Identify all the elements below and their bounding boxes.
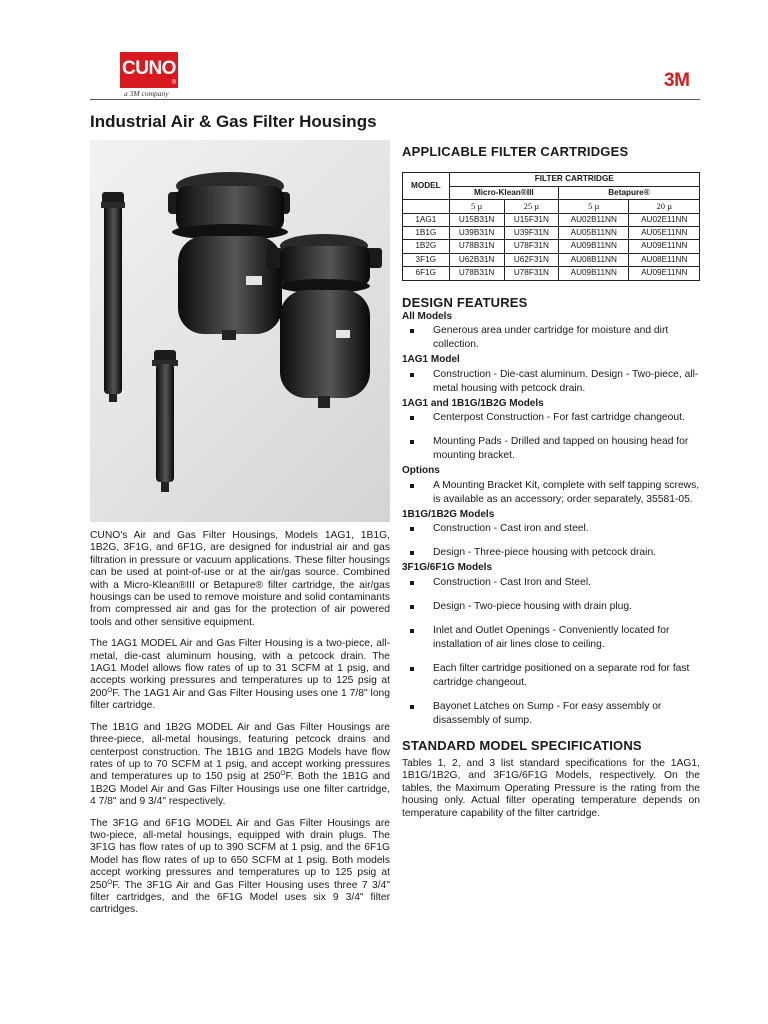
list-item: Each filter cartridge positioned on a separate rod for fast cartridge changeout. — [402, 662, 700, 690]
group-title: Options — [402, 465, 440, 477]
bullet-icon — [410, 484, 414, 488]
table-cell: U78F31N — [504, 267, 558, 280]
feature-list — [402, 522, 700, 560]
table-cell: AU09B11NN — [559, 240, 629, 253]
table-cell: U78B31N — [449, 240, 504, 253]
table-cell: AU08E11NN — [629, 253, 700, 266]
table-cell: AU09B11NN — [559, 267, 629, 280]
table-row — [403, 213, 700, 226]
product-photo — [90, 140, 390, 522]
table-cell: 1B2G — [403, 240, 450, 253]
left-column — [90, 530, 390, 926]
degree-mark: O — [280, 770, 286, 778]
table-cell: AU09E11NN — [629, 267, 700, 280]
page-title: Industrial Air & Gas Filter Housings — [90, 112, 377, 131]
specs-paragraph: Tables 1, 2, and 3 list standard specifications for the 1AG1, 1B1G/1B2G, and 3F1G/6F1G Models, respectively. On the tables, the Maximum Operating Pressure is the rating from the housing only. Actual filter operating temperature depends on temperature capability of the filter cartridge. — [402, 757, 700, 819]
table-cell: U39B31N — [449, 227, 504, 240]
feature-list — [402, 368, 700, 396]
model-3f1g-6f1g-paragraph: The 3F1G and 6F1G MODEL Air and Gas Filter Housings are two-piece, all-metal housings, equipped with drain plugs. The 3F1G has flow rates of up to 390 SCFM at 1 psig, and the 6F1G Model has flow rates of up to 650 SCFM at 1 psig. Both models accept working pressures and temperatures up to 125 psig at $250^OF$. The 3F1G Air and Gas Filter Housing uses three 7 3/4" filter cartridges, and the 6F1G Model uses six 9 3/4" filter cartridges. — [90, 817, 390, 916]
bullet-icon — [410, 581, 414, 585]
feature-list — [402, 324, 700, 352]
cuno-logo — [120, 52, 178, 88]
intro-paragraph: CUNO's Air and Gas Filter Housings, Models 1AG1, 1B1G, 1B2G, 3F1G, and 6F1G, are designed for industrial air and gas filtration in pressure or vacuum applications. These filter housings can be used at point-of-use or at the air/gas source. Combined with a Micro-Klean®III or Betapure® filter cartridge, the air/gas housings can be used to remove moisture and solid contaminants from compressed air and gas for the protection of air powered tools and other sensitive equipment. — [90, 530, 390, 628]
bullet-icon — [410, 440, 414, 444]
group-title: 1AG1 Model — [402, 354, 460, 366]
list-item: Centerpost Construction - For fast cartridge changeout. — [402, 411, 700, 425]
bullet-icon — [410, 629, 414, 633]
bullet-icon — [410, 329, 414, 333]
bullet-icon — [410, 605, 414, 609]
bullet-icon — [410, 373, 414, 377]
empty-cell — [403, 200, 450, 213]
table-cell: 1B1G — [403, 227, 450, 240]
table-cell: U62F31N — [504, 253, 558, 266]
brand-microklean-header: Micro-Klean®III — [449, 186, 558, 199]
table-row — [403, 253, 700, 266]
list-item: Construction - Cast iron and steel. — [402, 522, 700, 536]
tall-housing — [101, 192, 125, 402]
feature-list — [402, 576, 700, 728]
group-title: All Models — [402, 311, 453, 323]
degree-mark: O — [107, 686, 113, 694]
table-row — [403, 240, 700, 253]
list-item: Construction - Die-cast aluminum. Design - Two-piece, all-metal housing with petcock drain. — [402, 368, 700, 396]
group-title: 1AG1 and 1B1G/1B2G Models — [402, 397, 544, 409]
list-item: Bayonet Latches on Sump - For easy assembly or disassembly of sump. — [402, 700, 700, 728]
list-item: Design - Two-piece housing with drain plug. — [402, 600, 700, 614]
table-cell: 6F1G — [403, 267, 450, 280]
micron-header: 5 µ — [449, 200, 504, 213]
brand-tagline: a 3M company — [124, 89, 169, 98]
degree-mark: O — [107, 878, 113, 886]
brand-betapure-header: Betapure® — [559, 186, 700, 199]
table-cell: AU05B11NN — [559, 227, 629, 240]
group-title: 3F1G/6F1G Models — [402, 562, 493, 574]
table-cell: 3F1G — [403, 253, 450, 266]
table-cell: AU09E11NN — [629, 240, 700, 253]
specs-heading: STANDARD MODEL SPECIFICATIONS — [402, 737, 642, 753]
micron-header: 5 µ — [559, 200, 629, 213]
table-row — [403, 227, 700, 240]
right-column — [402, 146, 700, 820]
3m-logo: 3M — [664, 70, 690, 91]
table-cell: U78F31N — [504, 240, 558, 253]
bullet-icon — [410, 551, 414, 555]
filter-housings-illustration — [90, 140, 390, 522]
col-cartridge-header: FILTER CARTRIDGE — [449, 173, 699, 186]
bullet-icon — [410, 416, 414, 420]
model-1ag1-paragraph: The 1AG1 MODEL Air and Gas Filter Housing is a two-piece, all-metal, die-cast aluminum housing, with a petcock drain. The 1AG1 Model allows flow rates of up to 31 SCFM at 1 psig, and accepts working pressures and temperatures up to 125 psig at $200^OF$. The 1AG1 Air and Gas Filter Housing uses one 1 7/8" long filter cartridge. — [90, 638, 390, 712]
feature-list — [402, 479, 700, 507]
list-item: A Mounting Bracket Kit, complete with self tapping screws, is available as an accessory; order separately, 35581-05. — [402, 479, 700, 507]
list-item: Design - Three-piece housing with petcock drain. — [402, 546, 700, 560]
cartridge-table — [402, 172, 700, 280]
table-cell: U78B31N — [449, 267, 504, 280]
cuno-logo-text: CUNO — [122, 58, 176, 79]
list-item: Generous area under cartridge for moisture and dirt collection. — [402, 324, 700, 352]
table-cell: AU05E11NN — [629, 227, 700, 240]
table-cell: AU08B11NN — [559, 253, 629, 266]
model-1b1g-1b2g-paragraph: The 1B1G and 1B2G MODEL Air and Gas Filter Housings are three-piece, all-metal housings, featuring petcock drains and centerpost construction. The 1B1G and 1B2G Models have flow rates of up to 70 SCFM at 1 psig, and accept working pressures and temperatures up to 150 psig at $250^OF$. Both the 1B1G and 1B2G Model Air and Gas Filter Housings use one filter cartridge, 4 7/8" and 9 3/4" respectively. — [90, 721, 390, 808]
header-divider — [90, 99, 700, 100]
col-model-header: MODEL — [403, 173, 450, 200]
registered-mark-icon: ® — [171, 80, 176, 86]
table-cell: U62B31N — [449, 253, 504, 266]
table-cell: AU02E11NN — [629, 213, 700, 226]
list-item: Mounting Pads - Drilled and tapped on housing head for mounting bracket. — [402, 435, 700, 463]
medium-housing — [266, 234, 382, 408]
table-cell: 1AG1 — [403, 213, 450, 226]
bullet-icon — [410, 705, 414, 709]
micron-header: 25 µ — [504, 200, 558, 213]
cartridges-heading: APPLICABLE FILTER CARTRIDGES — [402, 144, 629, 159]
bullet-icon — [410, 667, 414, 671]
list-item: Inlet and Outlet Openings - Conveniently located for installation of air lines close to ceiling. — [402, 624, 700, 652]
group-title: 1B1G/1B2G Models — [402, 508, 495, 520]
table-row — [403, 267, 700, 280]
table-cell: U39F31N — [504, 227, 558, 240]
table-cell: U15F31N — [504, 213, 558, 226]
list-item: Construction - Cast Iron and Steel. — [402, 576, 700, 590]
table-cell: AU02B11NN — [559, 213, 629, 226]
short-housing — [152, 350, 178, 492]
table-cell: U15B31N — [449, 213, 504, 226]
feature-list — [402, 411, 700, 463]
micron-header: 20 µ — [629, 200, 700, 213]
bullet-icon — [410, 527, 414, 531]
design-heading: DESIGN FEATURES — [402, 294, 528, 310]
